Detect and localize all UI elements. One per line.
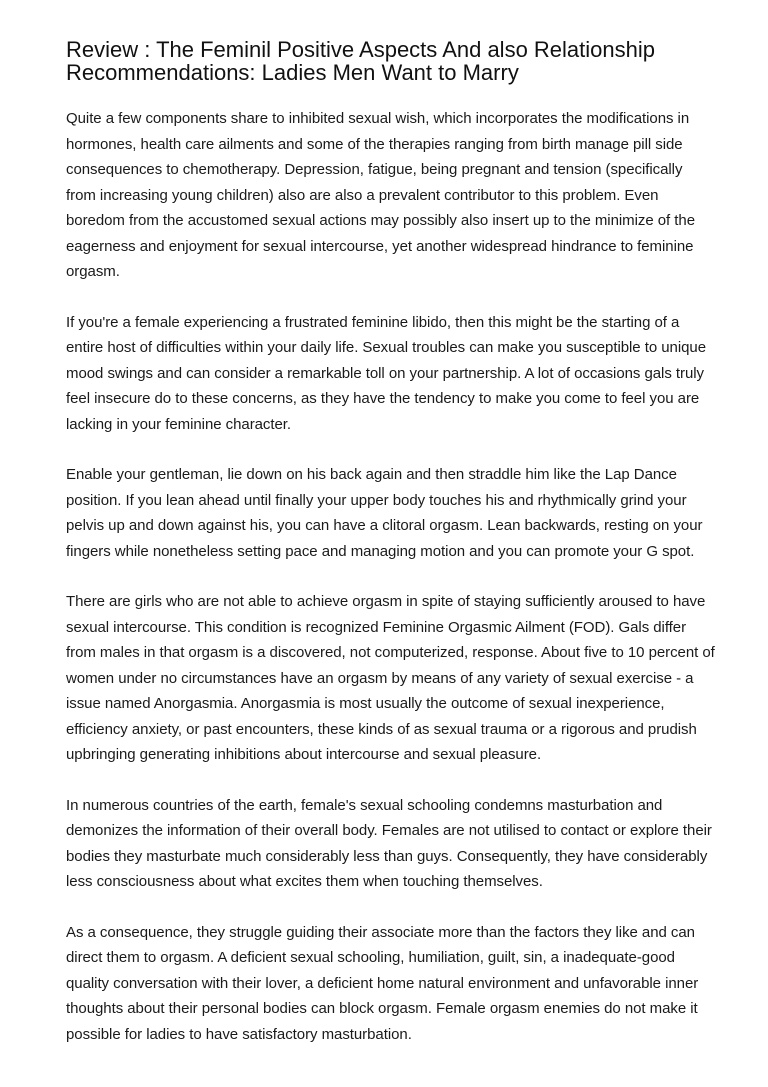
document-title: Review : The Feminil Positive Aspects And also Relationship Recommendations: Ladies Men Want to Marry	[66, 37, 655, 85]
body-paragraph-2: If you're a female experiencing a frustrated feminine libido, then this might be the starting of a entire host of difficulties within your daily life. Sexual troubles can make you susceptible to unique mood swings and can consider a remarkable toll on your partnership. A lot of occasions gals truly feel insecure do to these concerns, as they have the tendency to make you come to feel you are lacking in your feminine character.	[66, 313, 706, 433]
body-paragraph-5: In numerous countries of the earth, female's sexual schooling condemns masturbation and demonizes the information of their overall body. Females are not utilised to contact or explore their bodies they masturbate much considerably less than guys. Consequently, they have considerably less consciousness about what excites them when touching themselves.	[66, 796, 712, 890]
body-paragraph-3: Enable your gentleman, lie down on his back again and then straddle him like the Lap Dance position. If you lean ahead until finally your upper body touches his and rhythmically grind your pelvis up and down against his, you can have a clitoral orgasm. Lean backwards, resting on your fingers while nonetheless setting pace and managing motion and you can promote your G spot.	[66, 466, 703, 560]
body-paragraph-1: Quite a few components share to inhibited sexual wish, which incorporates the modifications in hormones, health care ailments and some of the therapies ranging from birth manage pill side consequences to chemotherapy. Depression, fatigue, being pregnant and tension (specifically from increasing young children) also are also a prevalent contributor to this problem. Even boredom from the accustomed sexual actions may possibly also insert up to the minimize of the eagerness and enjoyment for sexual intercourse, yet another widespread hindrance to feminine orgasm.	[66, 110, 695, 280]
document-body	[66, 106, 716, 1072]
body-paragraph-4: There are girls who are not able to achieve orgasm in spite of staying sufficiently aroused to have sexual intercourse. This condition is recognized Feminine Orgasmic Ailment (FOD). Gals differ from males in that orgasm is a discovered, not computerized, response. About five to 10 percent of women under no circumstances have an orgasm by means of any variety of sexual exercise - a issue named Anorgasmia. Anorgasmia is most usually the outcome of sexual inexperience, efficiency anxiety, or past encounters, these kinds of as sexual trauma or a rigorous and prudish upbringing generating inhibitions about intercourse and sexual pleasure.	[66, 593, 715, 763]
body-paragraph-6: As a consequence, they struggle guiding their associate more than the factors they like and can direct them to orgasm. A deficient sexual schooling, humiliation, guilt, sin, a inadequate-good quality conversation with their lover, a deficient home natural environment and unfavorable inner thoughts about their personal bodies can block orgasm. Female orgasm enemies do not make it possible for ladies to have satisfactory masturbation.	[66, 923, 699, 1043]
